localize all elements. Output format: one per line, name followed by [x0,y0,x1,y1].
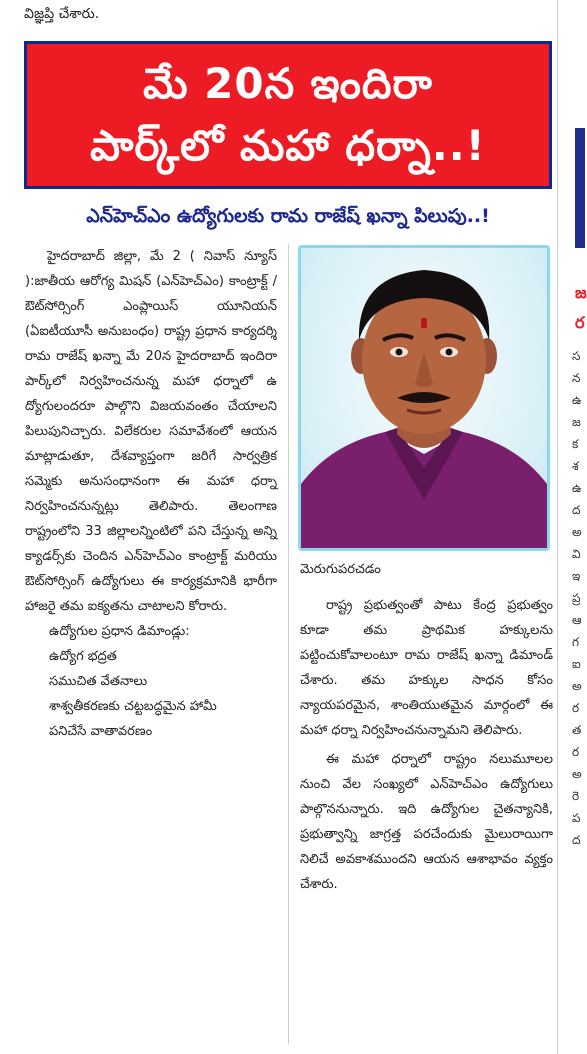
subheadline: ఎన్‌హెచ్‌ఎం ఉద్యోగులకు రామ రాజేష్ ఖన్నా పిలుపు..! [86,205,490,227]
edge-char: ర [572,745,580,759]
headline-banner [24,41,552,189]
left-paragraph-1: హైదరాబాద్ జిల్లా, మే 2 ( నివాస్ న్యూస్ ):జాతీయ ఆరోగ్య మిషన్ (ఎన్‌హెచ్‌ఎం) కాంట్రాక్ట్ / ఔట్‌సోర్సింగ్ ఎంప్లాయిస్ యూనియన్ (ఏఐటీయూసీ అనుబంధం) రాష్ట్ర ప్రధాన కార్యదర్శి రామ రాజేష్ ఖన్నా మే 20న హైదరాబాద్ ఇందిరా పార్క్‌లో నిర్వహించనున్న మహా ధర్నాలో ఉ ద్యోగులందరూ పాల్గొని విజయవంతం చేయాలని పిలుపునిచ్చారు. విలేకరుల సమావేశంలో ఆయన మాట్లాడుతూ, దేశవ్యాప్తంగా జరిగే సార్వత్రిక సమ్మెకు అనుసంధానంగా ఈ మహా ధర్నా నిర్వహించనున్నట్లు తెలిపారు. తెలంగాణ రాష్ట్రంలోని 33 జిల్లాలన్నింటిలో పని చేస్తున్న అన్ని క్యాడర్స్‌కు చెందిన ఎన్‌హెచ్‌ఎం కాంట్రాక్ట్ మరియు ఔట్‌సోర్సింగ్ ఉద్యోగులు ఈ కార్యక్రమానికి భారీగా హాజరై తమ ఐక్యతను చాటాలని కోరారు. [25,249,277,614]
column-rule-right [557,0,558,1054]
edge-char: జ [572,415,581,429]
edge-char: త [572,723,582,737]
portrait-photo [298,245,550,551]
edge-char: అ [572,767,582,781]
edge-char: ఐ [572,657,581,671]
edge-red-char: ర [575,313,585,332]
edge-char: ప [572,811,581,825]
edge-red-char: జ [575,283,587,302]
edge-char: స [572,349,581,363]
adjacent-column-color-block [575,128,585,248]
demand-item: ఉద్యోగ భద్రత [49,649,117,664]
right-paragraph-2: ఈ మహా ధర్నాలో రాష్ట్రం నలుమూలల నుంచి వేల సంఖ్యలో ఎన్‌హెచ్‌ఎం ఉద్యోగులు పాల్గొననున్నారు. ఇది ఉద్యోగుల చైతన్యానికి, ప్రభుత్వాన్ని జాగ్రత్త పరచేందుకు మైలురాయిగా నిలిచే అవకాశముందని ఆయన ఆశాభావం వ్యక్తం చేశారు. [300,752,553,892]
edge-char: ఆ [572,613,582,627]
edge-char: శ [572,459,579,473]
adjacent-column-red-heading [575,278,585,338]
edge-char: అ [572,525,582,539]
article-right-column [300,593,553,901]
headline-line-2: పార్క్‌లో మహా ధర్నా..! [90,121,486,170]
demands-list [25,619,277,744]
edge-char: ద [572,833,581,847]
edge-char: న [572,371,581,385]
edge-char: ద [572,503,581,517]
edge-char: ఇ [572,569,581,583]
edge-char: ఉ [572,481,582,495]
column-divider [288,244,289,1044]
edge-char: ర [572,701,580,715]
person-portrait-illustration [301,248,547,548]
previous-article-last-line: విజ్ఞప్తి చేశారు. [24,6,100,22]
edge-char: వి [572,547,581,561]
demand-item: శాశ్వతీకరణకు చట్టబద్ధమైన హామీ [49,699,217,714]
article-left-column [25,244,277,744]
edge-char: అ [572,679,582,693]
edge-char: ఉ [572,393,582,407]
demand-continuation: పనిచేసే వాతావరణం [49,724,153,739]
edge-char: రె [572,789,580,803]
headline-line-1: మే 20న ఇందిరా [143,59,433,108]
demands-heading: ఉద్యోగుల ప్రధాన డిమాండ్లు: [49,624,190,639]
edge-char: గ [572,635,579,649]
demand-item: సముచిత వేతనాలు [49,674,148,689]
photo-caption: మెరుగుపరచడం [300,562,381,577]
right-paragraph-1: రాష్ట్ర ప్రభుత్వంతో పాటు కేంద్ర ప్రభుత్వం కూడా తమ ప్రాథమిక హక్కులను పట్టించుకోవాలంటూ రామ రాజేష్ ఖన్నా డిమాండ్ చేశారు. తమ హక్కుల సాధన కోసం న్యాయపరమైన, శాంతియుతమైన మార్గంలో ఈ మహా ధర్నా నిర్వహించనున్నామని తెలిపారు. [300,598,553,738]
edge-char: క [572,437,579,451]
adjacent-column-text-fragment [572,345,585,851]
edge-char: ప్ర [572,591,581,605]
